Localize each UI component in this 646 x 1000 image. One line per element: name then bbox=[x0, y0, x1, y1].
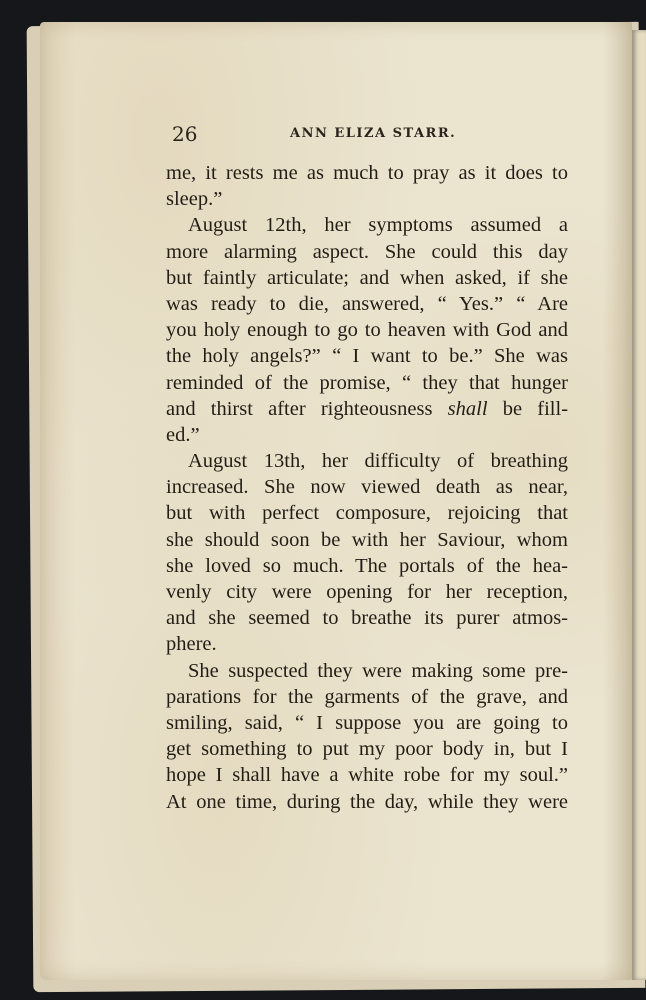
italic-word: shall bbox=[447, 397, 488, 420]
adjacent-page-edge bbox=[632, 30, 646, 980]
text-line: August 12th, her symptoms assumed a bbox=[188, 214, 568, 237]
text-line: you holy enough to go to heaven with God and bbox=[166, 319, 568, 342]
running-head bbox=[172, 120, 572, 150]
running-title: ANN ELIZA STARR. bbox=[290, 126, 457, 141]
text-line: sleep.” bbox=[166, 188, 223, 211]
page-number: 26 bbox=[172, 122, 198, 146]
text-line: parations for the garments of the grave, and bbox=[166, 685, 568, 708]
text-line: venly city were opening for her reception, bbox=[166, 581, 568, 603]
text-line: but with perfect composure, rejoicing that bbox=[166, 502, 568, 525]
text-line: increased. She now viewed death as near, bbox=[166, 476, 568, 499]
text-line: and she seemed to breathe its purer atmos- bbox=[166, 607, 568, 630]
text-line: she should soon be with her Saviour, whom bbox=[166, 528, 568, 551]
text-line: more alarming aspect. She could this day bbox=[166, 240, 568, 263]
text-segment: and thirst after righteousness bbox=[166, 397, 433, 420]
text-line: get something to put my poor body in, but I bbox=[166, 738, 568, 761]
text-line-with-italic bbox=[166, 396, 568, 422]
text-line: she loved so much. The portals of the hea- bbox=[166, 554, 568, 577]
text-line: the holy angels?” “ I want to be.” She was bbox=[166, 345, 568, 368]
text-line: ed.” bbox=[166, 423, 200, 446]
body-text bbox=[166, 160, 568, 815]
text-line: was ready to die, answered, “ Yes.” “ Are bbox=[166, 292, 568, 315]
text-line: reminded of the promise, “ they that hunger bbox=[166, 371, 568, 394]
text-line: At one time, during the day, while they were bbox=[166, 790, 568, 813]
text-line: She suspected they were making some pre- bbox=[188, 659, 568, 682]
text-line: phere. bbox=[166, 633, 217, 656]
text-line: smiling, said, “ I suppose you are going to bbox=[166, 711, 568, 734]
text-line: August 13th, her difficulty of breathing bbox=[188, 450, 568, 473]
text-segment: be fill- bbox=[502, 397, 569, 420]
text-line: but faintly articulate; and when asked, if she bbox=[166, 266, 568, 289]
text-line: hope I shall have a white robe for my soul.” bbox=[166, 764, 568, 787]
text-line: me, it rests me as much to pray as it does to bbox=[166, 162, 568, 184]
